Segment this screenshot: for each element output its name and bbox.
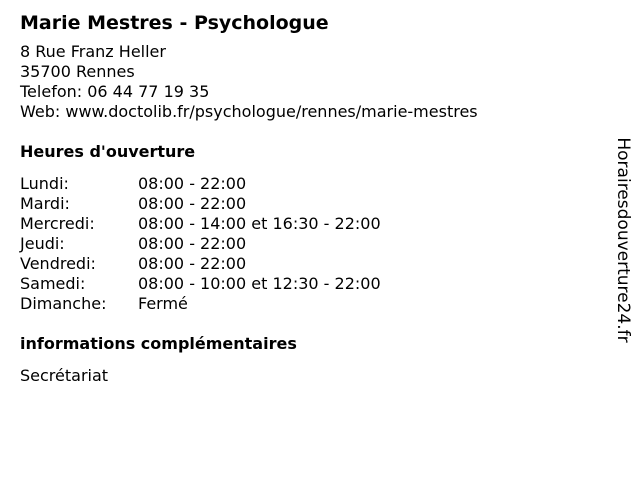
day-label: Dimanche:	[20, 294, 107, 313]
extra-info-text: Secrétariat	[20, 366, 109, 385]
city-address: 35700 Rennes	[20, 62, 135, 81]
day-label: Mercredi:	[20, 214, 95, 233]
time-value: 08:00 - 22:00	[138, 174, 247, 193]
time-value: 08:00 - 14:00 et 16:30 - 22:00	[138, 214, 381, 233]
hours-row-wednesday	[20, 214, 600, 234]
business-card	[20, 10, 600, 386]
website-link: Web: www.doctolib.fr/psychologue/rennes/marie-mestres	[20, 102, 478, 121]
day-label: Samedi:	[20, 274, 86, 293]
time-value: 08:00 - 22:00	[138, 194, 247, 213]
hours-row-sunday	[20, 294, 600, 314]
day-label: Mardi:	[20, 194, 70, 213]
hours-heading: Heures d'ouverture	[20, 142, 196, 161]
page-title: Marie Mestres - Psychologue	[20, 12, 329, 34]
time-value: 08:00 - 10:00 et 12:30 - 22:00	[138, 274, 381, 293]
hours-row-tuesday	[20, 194, 600, 214]
extra-info-heading: informations complémentaires	[20, 334, 297, 353]
street-address: 8 Rue Franz Heller	[20, 42, 166, 61]
hours-row-saturday	[20, 274, 600, 294]
day-label: Lundi:	[20, 174, 69, 193]
hours-row-thursday	[20, 234, 600, 254]
address-block	[20, 42, 600, 122]
time-value: 08:00 - 22:00	[138, 234, 247, 253]
site-watermark: Horairesdouverture24.fr	[613, 137, 633, 343]
time-value: Fermé	[138, 294, 188, 313]
day-label: Vendredi:	[20, 254, 96, 273]
hours-row-friday	[20, 254, 600, 274]
day-label: Jeudi:	[20, 234, 65, 253]
phone-number: Telefon: 06 44 77 19 35	[20, 82, 210, 101]
time-value: 08:00 - 22:00	[138, 254, 247, 273]
hours-row-monday	[20, 174, 600, 194]
hours-table	[20, 174, 600, 314]
